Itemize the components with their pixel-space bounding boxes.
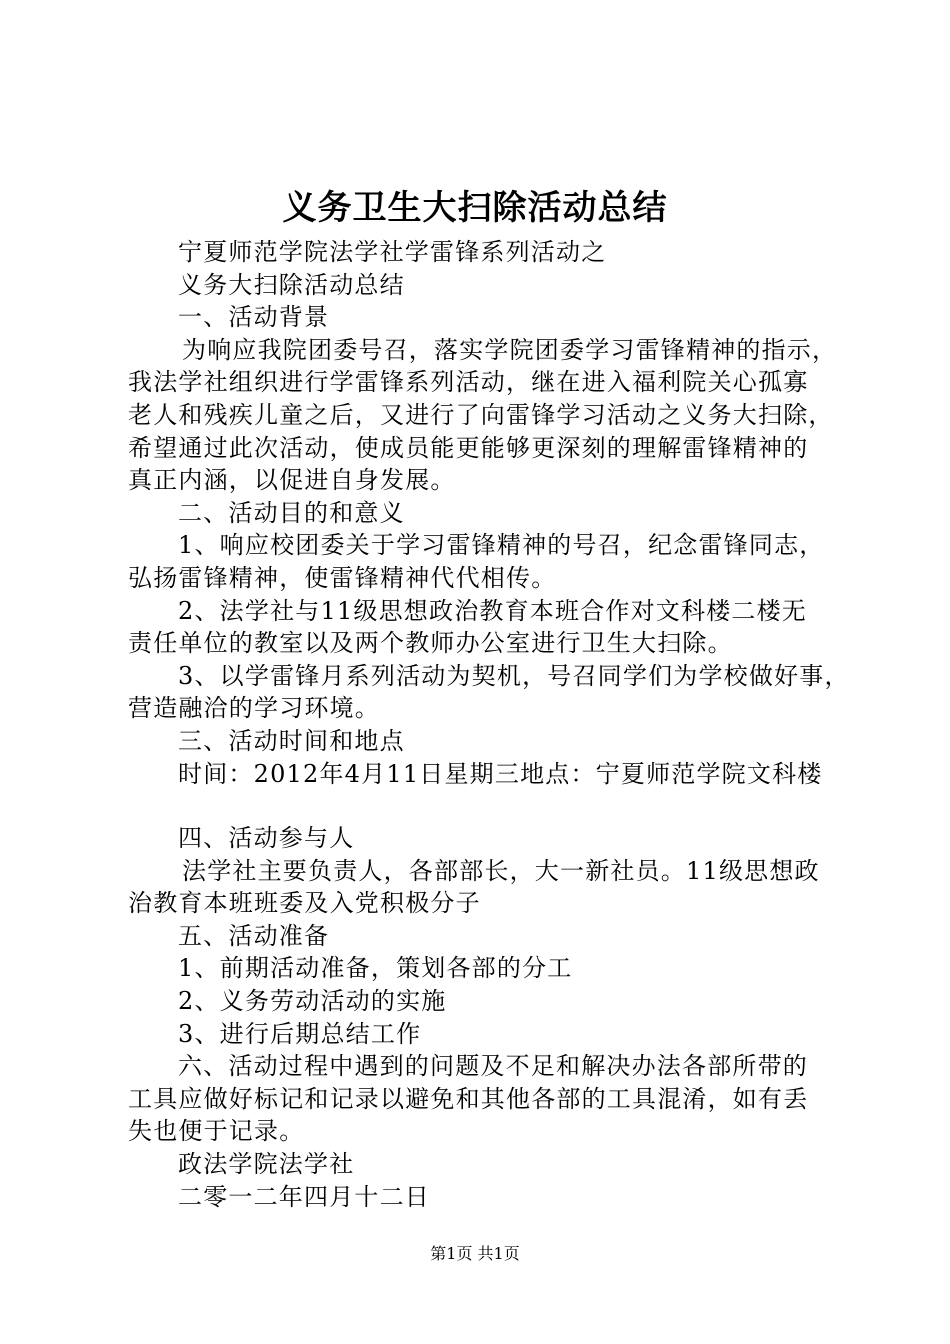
list-item-line: 弘扬雷锋精神，使雷锋精神代代相传。 [128, 563, 557, 592]
document-title: 义务卫生大扫除活动总结 [282, 188, 668, 228]
section-heading-problems: 六、活动过程中遇到的问题及不足和解决办法各部所带的 [178, 1052, 808, 1081]
paragraph-line: 失也便于记录。 [128, 1117, 305, 1146]
list-item-line: 1、响应校团委关于学习雷锋精神的号召，纪念雷锋同志， [178, 531, 825, 560]
section-heading-participants: 四、活动参与人 [178, 824, 355, 853]
signature-date: 二零一二年四月十二日 [178, 1182, 430, 1211]
paragraph-line: 为响应我院团委号召，落实学院团委学习雷锋精神的指示， [182, 335, 838, 364]
section-heading-background: 一、活动背景 [178, 303, 330, 332]
section-heading-preparation: 五、活动准备 [178, 921, 330, 950]
document-body [128, 236, 848, 1213]
paragraph-line: 工具应做好标记和记录以避免和其他各部的工具混淆，如有丢 [128, 1084, 809, 1113]
section-heading-purpose: 二、活动目的和意义 [178, 498, 405, 527]
paragraph-line: 法学社主要负责人，各部部长，大一新社员。11级思想政 [182, 856, 820, 885]
list-item-line: 营造融洽的学习环境。 [128, 694, 380, 723]
paragraph-line: 老人和残疾儿童之后，又进行了向雷锋学习活动之义务大扫除， [128, 400, 834, 429]
signature-organization: 政法学院法学社 [178, 1150, 355, 1179]
list-item-line: 3、以学雷锋月系列活动为契机，号召同学们为学校做好事， [178, 661, 850, 690]
section-heading-time-place: 三、活动时间和地点 [178, 726, 405, 755]
paragraph-line: 治教育本班班委及入党积极分子 [128, 889, 481, 918]
list-item-line: 2、义务劳动活动的实施 [178, 987, 447, 1016]
blank-line [128, 790, 848, 822]
subtitle-line-1: 宁夏师范学院法学社学雷锋系列活动之 [178, 238, 607, 266]
subtitle-line-2: 义务大扫除活动总结 [178, 270, 405, 299]
paragraph-line: 我法学社组织进行学雷锋系列活动，继在进入福利院关心孤寡 [128, 368, 809, 397]
page-footer: 第1页 共1页 [430, 1244, 520, 1263]
paragraph-line: 真正内涵，以促进自身发展。 [128, 466, 456, 495]
list-item-line: 1、前期活动准备，策划各部的分工 [178, 954, 573, 983]
list-item-line: 2、法学社与11级思想政治教育本班合作对文科楼二楼无 [178, 596, 808, 625]
list-item-line: 3、进行后期总结工作 [178, 1019, 422, 1048]
time-place-line: 时间：2012年4月11日星期三地点：宁夏师范学院文科楼 [178, 759, 823, 788]
paragraph-line: 希望通过此次活动，使成员能更能够更深刻的理解雷锋精神的 [128, 433, 809, 462]
list-item-line: 责任单位的教室以及两个教师办公室进行卫生大扫除。 [128, 629, 733, 658]
